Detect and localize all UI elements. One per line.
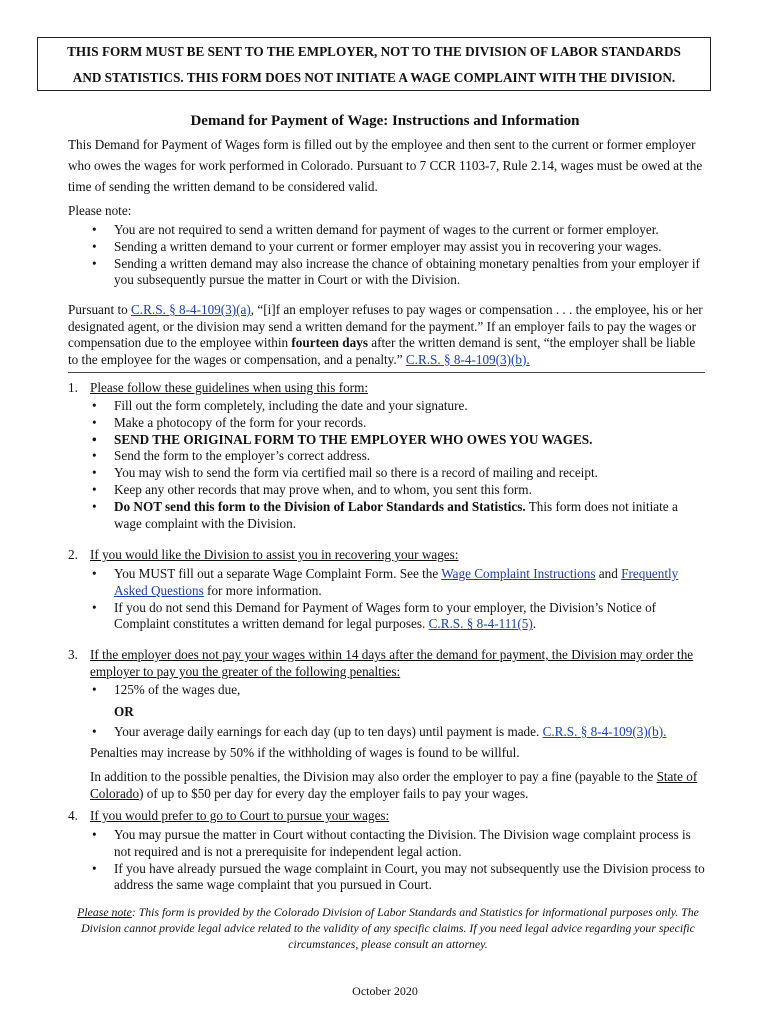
list-item: • 125% of the wages due, <box>90 682 705 699</box>
section-3-list-a <box>90 682 705 699</box>
list-item <box>90 499 705 533</box>
section-4-list <box>90 827 705 894</box>
list-item: • Sending a written demand may also increase the chance of obtaining monetary penalties from your employer if you subsequently pursue the matter in Court or with the Division. <box>90 256 705 290</box>
list-item: • You may pursue the matter in Court without contacting the Division. The Division wage complaint process is not required and is not a prerequisite for independent legal action. <box>90 827 705 861</box>
banner-line-2: AND STATISTICS. THIS FORM DOES NOT INITIATE A WAGE COMPLAINT WITH THE DIVISION. <box>72 70 676 85</box>
section-2-heading: If you would like the Division to assist you in recovering your wages: <box>90 547 459 562</box>
list-item-text: . <box>532 616 537 632</box>
section-3-list-b <box>90 724 705 741</box>
list-item-text: This form does not initiate a wage complaint with the Division. <box>114 498 678 531</box>
section-4-number: 4. <box>68 808 78 823</box>
list-item: • Make a photocopy of the form for your records. <box>90 415 705 432</box>
crs-109-3a-link[interactable]: C.R.S. § 8-4-109(3)(a) <box>131 302 251 317</box>
fine-text: ) of up to $50 per day for every day the employer fails to pay your wages. <box>139 785 529 801</box>
section-2-list <box>90 566 705 633</box>
warning-banner <box>37 37 711 91</box>
section-1-list <box>90 398 705 532</box>
list-item: • You are not required to send a written demand for payment of wages to the current or former employer. <box>90 222 705 239</box>
pursuant-text: Pursuant to <box>68 302 132 317</box>
state-of-colorado-text: State of Colorado <box>90 769 698 801</box>
page-title: Demand for Payment of Wage: Instructions and Information <box>190 113 580 129</box>
disclaimer-label: Please note <box>77 905 132 919</box>
pursuant-text: after the written demand is sent, “the employer shall be liable to the employee for the wages or compensation, and a penalty.” <box>68 335 696 367</box>
list-item-text: Your average daily earnings for each day (up to ten days) until payment is made. <box>114 724 543 739</box>
or-label: OR <box>114 704 134 719</box>
list-item: • You may wish to send the form via certified mail so there is a record of mailing and receipt. <box>90 465 705 482</box>
penalty-text: Penalties may increase by 50% if the withholding of wages is found to be willful. <box>90 745 520 760</box>
list-item: • Keep any other records that may prove when, and to whom, you sent this form. <box>90 482 705 499</box>
list-item: • If you have already pursued the wage complaint in Court, you may not subsequently use the Division process to address the same wage complaint that you pursued in Court. <box>90 861 705 895</box>
notes-list <box>90 222 705 289</box>
faq-link[interactable]: Frequently Asked Questions <box>114 566 679 598</box>
disclaimer-text: : This form is provided by the Colorado Division of Labor Standards and Statistics for informational purposes only. The Division cannot provide legal advice related to the validity of any specific claims. If you need legal advice regarding your specific circumstances, please consult an attorney. <box>81 905 699 951</box>
pursuant-text: , “[i]f an employer refuses to pay wages or compensation . . . the employee, his or her designated agent, or the division may send a written demand for the payment.” If an employer fails to pay the wages or compensation due to the employee within <box>68 302 703 351</box>
section-2-number: 2. <box>68 547 78 562</box>
list-item: • SEND THE ORIGINAL FORM TO THE EMPLOYER WHO OWES YOU WAGES. <box>90 432 705 449</box>
crs-109-3b-link[interactable]: C.R.S. § 8-4-109(3)(b). <box>405 351 530 367</box>
section-4-heading: If you would prefer to go to Court to pursue your wages: <box>90 808 390 823</box>
list-item <box>90 600 705 634</box>
list-item: • Sending a written demand to your current or former employer may assist you in recovering your wages. <box>90 239 705 256</box>
fourteen-days-text: fourteen days <box>291 335 368 351</box>
footer-date: October 2020 <box>352 984 418 998</box>
list-item <box>90 724 705 741</box>
disclaimer <box>68 904 708 952</box>
pursuant-paragraph <box>68 302 708 368</box>
list-item: • Send the form to the employer’s correct address. <box>90 448 705 465</box>
list-item <box>90 566 705 600</box>
please-note-label: Please note: <box>68 203 132 218</box>
section-1-heading: Please follow these guidelines when using this form: <box>90 380 368 395</box>
intro-paragraph: This Demand for Payment of Wages form is filled out by the employee and then sent to the current or former employer who owes the wages for work performed in Colorado. Pursuant to 7 CCR 1103-7, Rule 2.14, wages must be owed at the time of sending the written demand to be considered valid. <box>68 137 703 194</box>
crs-111-5-link[interactable]: C.R.S. § 8-4-111(5) <box>428 616 533 632</box>
section-1-number: 1. <box>68 380 78 395</box>
crs-109-3b-link-2[interactable]: C.R.S. § 8-4-109(3)(b). <box>542 724 667 739</box>
list-item: • Fill out the form completely, including the date and your signature. <box>90 398 705 415</box>
fine-paragraph <box>90 769 705 803</box>
banner-line-1: THIS FORM MUST BE SENT TO THE EMPLOYER, NOT TO THE DIVISION OF LABOR STANDARDS <box>67 44 681 59</box>
section-3-heading: If the employer does not pay your wages within 14 days after the demand for payment, the Division may order the employer to pay you the greater of the following penalties: <box>90 647 694 679</box>
section-3-number: 3. <box>68 647 78 662</box>
list-item-text: for more information. <box>203 582 322 598</box>
list-item-text: and <box>595 566 622 581</box>
wage-complaint-instructions-link[interactable]: Wage Complaint Instructions <box>441 566 596 581</box>
list-item-text: If you do not send this Demand for Payment of Wages form to your employer, the Division’s Notice of Complaint constitutes a written demand for legal purposes. <box>114 599 657 632</box>
do-not-send-text: Do NOT send this form to the Division of Labor Standards and Statistics. <box>114 498 526 514</box>
divider <box>68 372 705 373</box>
fine-text: In addition to the possible penalties, the Division may also order the employer to pay a fine (payable to the <box>90 769 657 784</box>
list-item-text: You MUST fill out a separate Wage Complaint Form. See the <box>114 566 442 581</box>
